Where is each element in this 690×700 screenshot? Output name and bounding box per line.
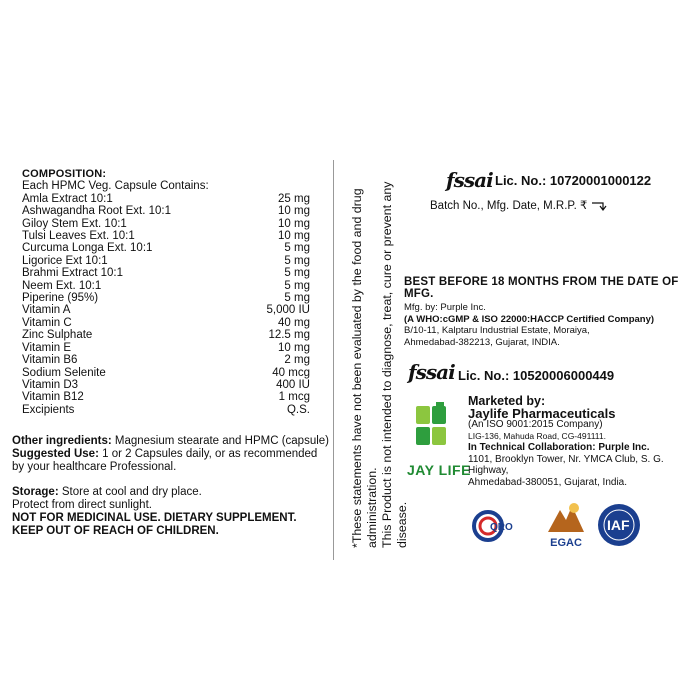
composition-row: [22, 354, 322, 366]
qro-label: QRO: [490, 522, 513, 533]
storage-label: Storage:: [12, 486, 59, 498]
fssai-logo: fssai: [446, 168, 493, 192]
ingredient-amount: 5,000 IU: [266, 304, 310, 317]
fssai-block-2: [408, 360, 455, 384]
other-label: Other ingredients:: [12, 435, 112, 447]
egac-icon: [544, 500, 588, 536]
protect-text: Protect from direct sunlight.: [12, 499, 152, 511]
ingredient-name: Piperine (95%): [22, 292, 99, 305]
ingredient-name: Excipients: [22, 403, 75, 416]
iaf-label: IAF: [607, 517, 630, 533]
use-label: Suggested Use:: [12, 448, 99, 460]
ingredient-amount: 40 mcg: [272, 366, 310, 379]
marketed-title: Marketed by:: [468, 394, 546, 408]
ingredient-amount: 5 mg: [284, 254, 310, 267]
fssai-logo-2: fssai: [408, 360, 455, 384]
ingredient-amount: 5 mg: [284, 267, 310, 280]
ingredient-name: Giloy Stem Ext. 10:1: [22, 217, 127, 230]
composition-row: [22, 304, 322, 316]
composition-row: [22, 280, 322, 292]
use-text: 1 or 2 Capsules daily, or as recommended by your healthcare Professional.: [12, 448, 318, 473]
composition-row: [22, 205, 322, 217]
composition-row: [22, 267, 322, 279]
composition-heading: COMPOSITION:: [22, 168, 107, 180]
ingredient-amount: 5 mg: [284, 292, 310, 305]
composition-row: [22, 218, 322, 230]
collab-address-1: 1101, Brooklyn Tower, Nr. YMCA Club, S. G. Highway,: [468, 453, 664, 476]
disclaimer-line1: *These statements have not been evaluated by the food and drug administration.: [350, 188, 379, 548]
composition-row: [22, 292, 322, 304]
qro-badge: [470, 506, 520, 555]
composition-intro: Each HPMC Veg. Capsule Contains:: [22, 180, 209, 193]
batch-text: Batch No., Mfg. Date, M.R.P. ₹: [430, 200, 588, 212]
ingredient-amount: 10 mg: [278, 230, 310, 243]
storage-section: [12, 486, 332, 538]
ingredient-name: Vitamin E: [22, 341, 72, 354]
composition-row: [22, 379, 322, 391]
composition-row: [22, 242, 322, 254]
fssai-license-2: Lic. No.: 10520006000449: [458, 368, 615, 383]
warning-children: KEEP OUT OF REACH OF CHILDREN.: [12, 525, 219, 537]
ingredient-name: Sodium Selenite: [22, 366, 106, 379]
ingredient-amount: 1 mcg: [278, 391, 310, 404]
ingredient-amount: 10 mg: [278, 205, 310, 218]
composition-row: [22, 255, 322, 267]
ingredient-amount: 10 mg: [278, 341, 310, 354]
ingredient-name: Zinc Sulphate: [22, 329, 93, 342]
storage-text: Store at cool and dry place.: [58, 486, 202, 498]
collab-address-2: Ahmedabad-380051, Gujarat, India.: [468, 476, 627, 488]
composition-row: [22, 193, 322, 205]
ingredient-name: Vitamin A: [22, 304, 71, 317]
arrow-icon: [591, 200, 607, 212]
ingredient-name: Curcuma Longa Ext. 10:1: [22, 242, 153, 255]
mfg-address-2: Ahmedabad-382213, Gujarat, INDIA.: [404, 336, 560, 348]
composition-row: [22, 329, 322, 341]
composition-row: [22, 391, 322, 403]
composition-row: [22, 317, 322, 329]
warning-medicinal: NOT FOR MEDICINAL USE. DIETARY SUPPLEMENT.: [12, 512, 297, 524]
disclaimer: [350, 148, 410, 548]
composition-list: [22, 193, 322, 416]
composition-row: [22, 367, 322, 379]
ingredient-name: Neem Ext. 10:1: [22, 279, 102, 292]
marketed-address: LIG-136, Mahuda Road, CG-491111.: [468, 430, 606, 441]
mfg-by: Mfg. by: Purple Inc.: [404, 302, 486, 313]
ingredient-name: Ligorice Ext 10:1: [22, 254, 108, 267]
ingredient-name: Vitamin B6: [22, 354, 78, 367]
jaylife-logo-text: JAY LIFE: [407, 462, 471, 478]
ingredient-amount: 5 mg: [284, 279, 310, 292]
ingredient-amount: 25 mg: [278, 192, 310, 205]
ingredient-name: Tulsi Leaves Ext. 10:1: [22, 230, 135, 243]
fssai-block-1: [446, 168, 493, 192]
collab-text: In Technical Collaboration: Purple Inc.: [468, 442, 650, 453]
ingredient-amount: 2 mg: [284, 354, 310, 367]
composition-row: [22, 342, 322, 354]
ingredient-amount: Q.S.: [286, 403, 310, 416]
jaylife-leaf-icon: [412, 400, 452, 458]
other-ingredients: [12, 435, 332, 474]
ingredient-amount: 12.5 mg: [268, 329, 310, 342]
ingredient-name: Vitamin D3: [22, 378, 79, 391]
ingredient-amount: 10 mg: [278, 217, 310, 230]
best-before: BEST BEFORE 18 MONTHS FROM THE DATE OF MFG.: [404, 276, 679, 300]
divider-line: [333, 160, 334, 560]
ingredient-name: Ashwagandha Root Ext. 10:1: [22, 205, 171, 218]
composition-row: [22, 404, 322, 416]
other-text: Magnesium stearate and HPMC (capsule): [111, 435, 330, 447]
mfg-address-1: B/10-11, Kalptaru Industrial Estate, Moraiya,: [404, 325, 590, 336]
composition-panel: [22, 168, 322, 416]
ingredient-amount: 400 IU: [276, 378, 310, 391]
marketed-company: Jaylife Pharmaceuticals: [468, 405, 616, 421]
ingredient-name: Amla Extract 10:1: [22, 192, 113, 205]
egac-badge: [540, 500, 592, 549]
mfg-cert: (A WHO:cGMP & ISO 22000:HACCP Certified Company): [404, 313, 655, 325]
marketed-block: [468, 396, 688, 488]
fssai-license-1: Lic. No.: 10720001000122: [495, 173, 652, 188]
ingredient-name: Brahmi Extract 10:1: [22, 267, 123, 280]
iaf-badge: [596, 502, 642, 553]
composition-row: [22, 230, 322, 242]
disclaimer-line2: This Product is not intended to diagnose, treat, cure or prevent any disease.: [380, 181, 409, 548]
ingredient-amount: 5 mg: [284, 242, 310, 255]
ingredient-name: Vitamin C: [22, 316, 72, 329]
ingredient-amount: 40 mg: [278, 316, 310, 329]
marketed-iso: (An ISO 9001:2015 Company): [468, 419, 603, 430]
ingredient-name: Vitamin B12: [22, 391, 84, 404]
manufacturer-block: [404, 302, 674, 348]
batch-info: [430, 198, 607, 212]
egac-label: EGAC: [550, 537, 582, 549]
